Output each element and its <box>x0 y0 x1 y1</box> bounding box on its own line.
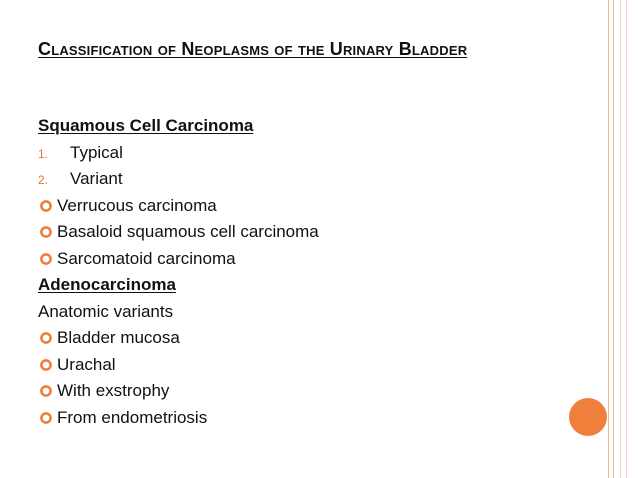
hollow-circle-bullet-icon <box>39 331 53 345</box>
hollow-circle-bullet-icon <box>39 358 53 372</box>
item-number: 1. <box>38 146 49 161</box>
section-heading-text: Squamous Cell Carcinoma <box>38 116 254 135</box>
list-item-text: Bladder mucosa <box>57 328 180 347</box>
list-item <box>38 246 578 273</box>
section-heading <box>38 113 578 140</box>
accent-circle <box>569 398 607 436</box>
decorative-rule <box>613 0 614 478</box>
list-item-text: Typical <box>70 142 123 162</box>
list-item <box>38 140 578 167</box>
hollow-circle-bullet-icon <box>39 199 53 213</box>
item-number: 2. <box>38 173 49 187</box>
decorative-rule <box>620 0 621 478</box>
decorative-rule <box>608 0 609 478</box>
hollow-circle-bullet-icon <box>39 252 53 266</box>
list-item <box>38 378 578 405</box>
list-item-text: Urachal <box>57 354 116 374</box>
list-item <box>38 405 578 432</box>
section-heading-text: Adenocarcinoma <box>38 275 176 294</box>
list-item-text: Anatomic variants <box>38 301 174 321</box>
slide-title: Classification of Neoplasms of the Urinary Bladder <box>38 39 468 59</box>
list-item <box>38 352 578 379</box>
hollow-circle-bullet-icon <box>39 411 53 425</box>
list-item <box>38 166 578 193</box>
list-item <box>38 193 578 220</box>
hollow-circle-bullet-icon <box>39 384 53 398</box>
list-item-text: Basaloid squamous cell carcinoma <box>57 222 319 241</box>
list-item-text: With exstrophy <box>57 381 170 400</box>
content-list <box>38 113 578 431</box>
list-item-text: Verrucous carcinoma <box>57 195 217 215</box>
list-item-text: From endometriosis <box>57 407 208 427</box>
list-item <box>38 325 578 352</box>
hollow-circle-bullet-icon <box>39 225 53 239</box>
list-item <box>38 299 578 326</box>
list-item-text: Sarcomatoid carcinoma <box>57 248 236 268</box>
decorative-rule <box>626 0 627 478</box>
list-item-text: Variant <box>70 169 123 188</box>
list-item <box>38 219 578 246</box>
section-heading <box>38 272 578 299</box>
